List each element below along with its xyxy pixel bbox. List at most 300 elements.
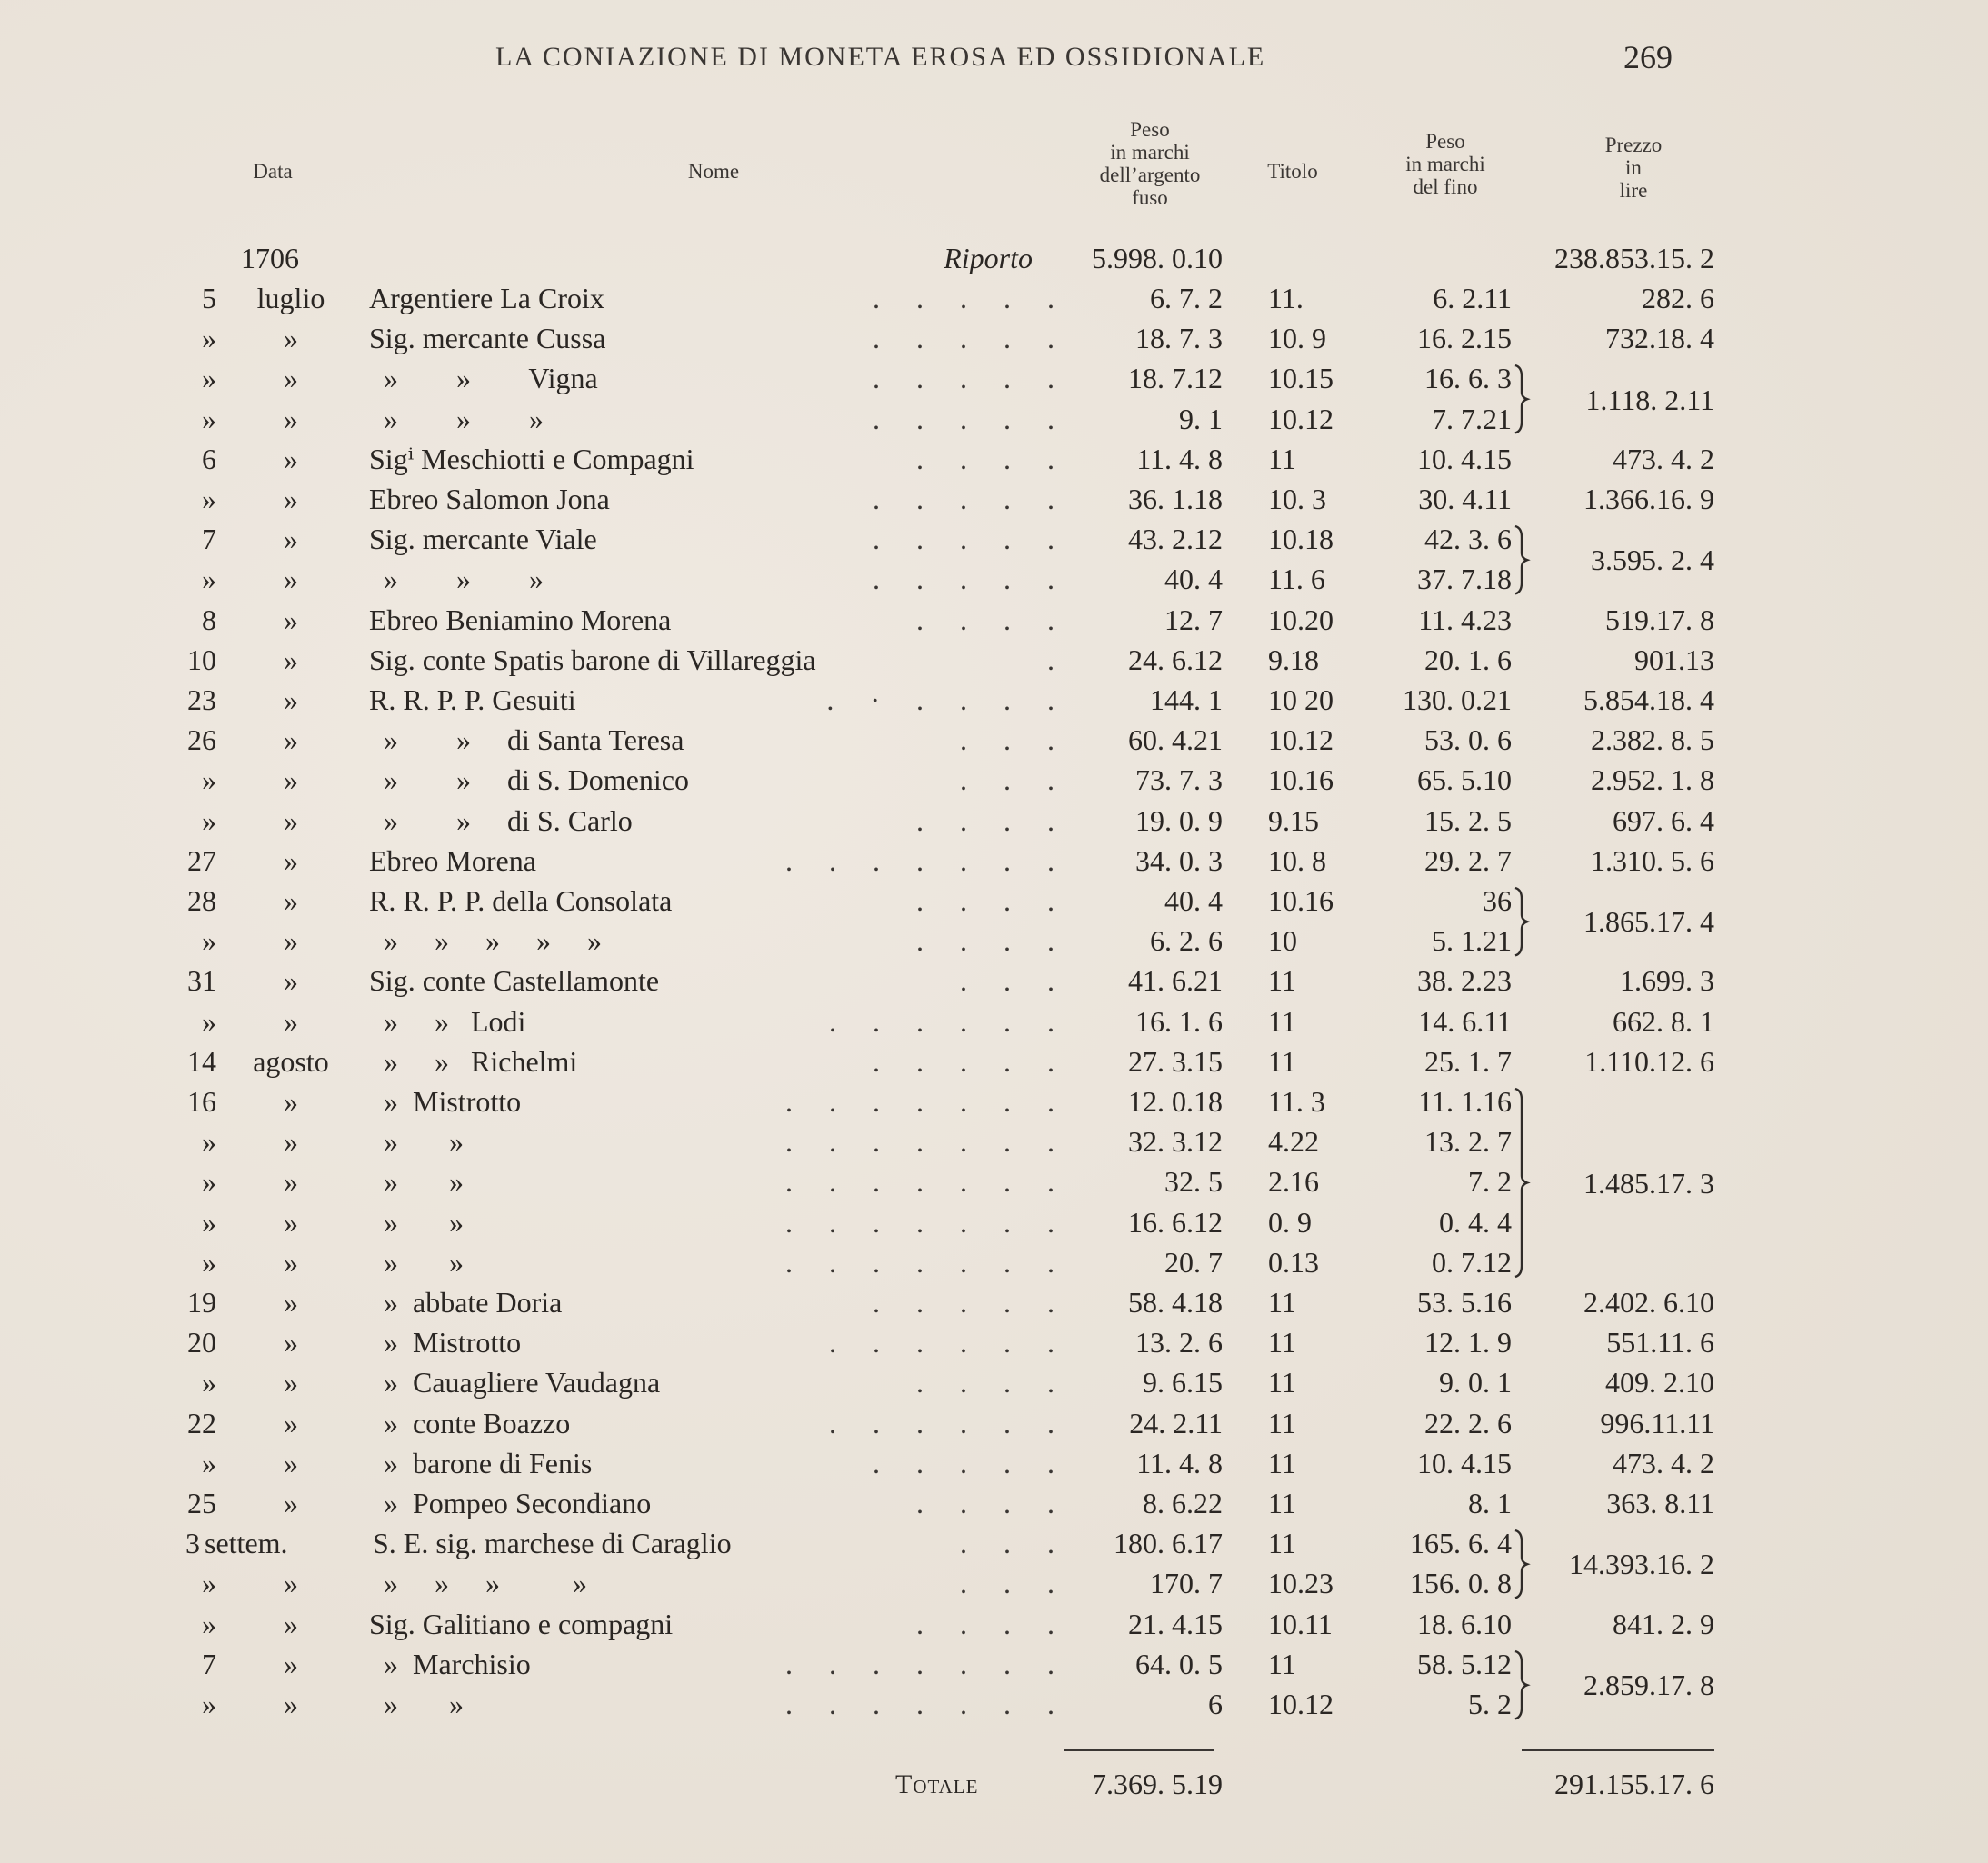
row-day: 3 [185,1527,200,1560]
row-prezzo: 841. 2. 9 [1613,1607,1714,1640]
page-number: 269 [1623,39,1673,75]
table-row [0,1242,1988,1282]
row-name: » conte Boazzo [369,1406,571,1440]
dot-leader: . . . . . . [829,1326,1054,1360]
row-titolo: 11 [1268,1487,1296,1519]
row-peso-fuso: 18. 7. 3 [1135,322,1223,355]
row-month: » [284,723,298,757]
row-month: » [284,964,298,998]
row-titolo: 11 [1268,1044,1296,1078]
dot-leader: . . . . . [873,523,1054,556]
row-name: » » [369,1165,464,1199]
row-titolo: 10 [1268,924,1297,958]
row-name: R. R. P. P. Gesuiti [369,683,576,716]
row-prezzo: 732.18. 4 [1605,322,1714,355]
riporto-prezzo: 238.853.15. 2 [1554,242,1714,274]
dot-leader: . . . . . . . [785,1165,1054,1199]
row-titolo: 11. 3 [1268,1085,1325,1118]
row-day: 8 [202,603,216,636]
col-header-peso-fuso-line: fuso [1132,186,1168,209]
row-month: » [284,803,298,837]
totale-peso-fuso: 7.369. 5.19 [1092,1768,1223,1800]
row-month: » [284,402,298,435]
row-titolo: 11. [1268,282,1304,314]
row-day: 25 [187,1487,216,1519]
row-titolo: 10.16 [1268,763,1334,797]
merged-prezzo: 14.393.16. 2 [1569,1548,1714,1581]
row-month: » [284,1286,298,1319]
row-month: » [284,1085,298,1118]
row-day: » [202,1125,216,1159]
dot-leader: . . . . . [873,402,1054,435]
col-header-prezzo [1583,134,1683,202]
table-row [0,1282,1988,1322]
row-day: » [202,1004,216,1038]
row-name: » » [369,1688,464,1720]
row-month: » [284,1326,298,1360]
merged-prezzo: 1.118. 2.11 [1585,383,1714,416]
table-row [0,439,1988,479]
table-row [0,801,1988,841]
riporto-label: Riporto [944,242,1033,274]
row-name: » » [369,1245,464,1279]
row-peso-fino: 8. 1 [1468,1487,1512,1519]
row-titolo: 10. 8 [1268,843,1326,877]
row-day: 7 [202,523,216,556]
table-row [0,1403,1988,1443]
merged-prezzo: 3.595. 2. 4 [1591,543,1714,577]
row-month: » [284,884,298,917]
row-month: » [284,362,298,395]
table-row [0,1443,1988,1483]
row-titolo: 11 [1268,1446,1296,1479]
row-peso-fuso: 6. 2. 6 [1150,924,1223,958]
row-name: S. E. sig. marchese di Caraglio [373,1527,732,1560]
dot-leader: . . . . . . [829,1406,1054,1440]
row-prezzo: 409. 2.10 [1605,1366,1714,1400]
dot-leader: . . . . . [873,1446,1054,1479]
row-peso-fino: 10. 4.15 [1417,442,1512,475]
row-prezzo: 697. 6. 4 [1613,803,1714,837]
dot-leader: . . . . [916,603,1054,636]
row-name: » Marchisio [369,1647,531,1680]
row-peso-fino: 11. 4.23 [1418,603,1512,636]
row-day: 6 [202,442,216,475]
row-month: » [284,1205,298,1239]
row-titolo: 11. 6 [1268,563,1325,596]
row-month: » [284,643,298,676]
row-peso-fino: 7. 2 [1468,1165,1512,1199]
row-peso-fuso: 170. 7 [1150,1567,1223,1600]
row-name: » Cauagliere Vaudagna [369,1366,661,1400]
row-month: » [284,1165,298,1199]
col-header-nome: Nome [687,160,740,183]
row-month: » [284,563,298,596]
dot-leader: . . . . . . . [785,1647,1054,1680]
row-titolo: 4.22 [1268,1125,1319,1159]
row-titolo: 11 [1268,1286,1296,1319]
row-name: R. R. P. P. della Consolata [369,884,673,917]
row-titolo: 10.12 [1268,402,1334,435]
row-name: Sigⁱ Meschiotti e Compagni [369,442,694,475]
row-day: 14 [187,1044,216,1078]
row-peso-fino: 53. 0. 6 [1424,723,1512,757]
table-row [0,760,1988,800]
row-name: Ebreo Salomon Jona [369,483,610,515]
row-day: 5 [202,282,216,314]
row-name: » » Vigna [369,362,598,395]
row-name: Ebreo Beniamino Morena [369,603,672,636]
row-name: » » » » » [369,924,602,958]
dot-leader: . . . . [916,803,1054,837]
row-peso-fino: 5. 2 [1468,1688,1512,1720]
running-title: LA CONIAZIONE DI MONETA EROSA ED OSSIDIONALE [495,42,1266,72]
dot-leader: . . . [960,723,1054,757]
row-peso-fuso: 21. 4.15 [1128,1607,1223,1640]
row-peso-fino: 30. 4.11 [1418,483,1512,515]
row-month: » [284,924,298,958]
row-month: » [284,1004,298,1038]
row-peso-fino: 16. 6. 3 [1424,362,1512,395]
row-prezzo: 996.11.11 [1600,1406,1714,1440]
row-peso-fuso: 40. 4 [1164,563,1223,596]
row-day: » [202,1567,216,1600]
dot-leader: . . . . . . . [785,1245,1054,1279]
dot-leader: . . . . . [873,1286,1054,1319]
row-name: » » di S. Carlo [369,803,633,837]
row-peso-fino: 156. 0. 8 [1410,1567,1512,1600]
row-titolo: 10.20 [1268,603,1334,636]
dot-leader: . . . . . . . [785,1688,1054,1720]
table-row [0,1483,1988,1523]
merged-prezzo: 1.865.17. 4 [1583,905,1714,939]
row-titolo: 11 [1268,1326,1296,1360]
row-peso-fino: 37. 7.18 [1417,563,1512,596]
row-peso-fino: 42. 3. 6 [1424,523,1512,556]
row-peso-fuso: 144. 1 [1150,683,1223,716]
row-name: » Mistrotto [369,1326,522,1360]
row-peso-fino: 9. 0. 1 [1439,1366,1512,1400]
row-day: 23 [187,683,216,716]
row-name: » » Richelmi [369,1044,578,1078]
row-month: » [284,1688,298,1720]
row-titolo: 11 [1268,1406,1296,1440]
table-row [0,841,1988,881]
row-titolo: 0. 9 [1268,1205,1312,1239]
row-peso-fino: 14. 6.11 [1418,1004,1512,1038]
total-rule-prezzo [1522,1749,1714,1751]
table-row [0,1081,1988,1121]
row-prezzo: 5.854.18. 4 [1583,683,1714,716]
row-peso-fuso: 20. 7 [1164,1245,1223,1279]
row-peso-fino: 0. 4. 4 [1439,1205,1512,1239]
row-day: 22 [187,1406,216,1440]
row-day: » [202,1607,216,1640]
row-peso-fuso: 16. 6.12 [1128,1205,1223,1239]
row-prezzo: 2.952. 1. 8 [1591,763,1714,797]
row-name: » » [369,1125,464,1159]
row-name: » » Lodi [369,1004,526,1038]
table-row [0,1322,1988,1362]
row-titolo: 11 [1268,964,1296,998]
row-name: Argentiere La Croix [369,282,604,314]
row-titolo: 0.13 [1268,1245,1319,1279]
col-header-peso-fino-line: in marchi [1405,153,1485,175]
col-header-peso-fuso-line: dell’argento [1099,164,1201,186]
row-name: Sig. conte Spatis barone di Villareggia [369,643,816,676]
row-titolo: 9.15 [1268,803,1319,837]
dot-leader: . . . . [916,442,1054,475]
row-month: » [284,523,298,556]
row-prezzo: 2.402. 6.10 [1583,1286,1714,1319]
row-day: 26 [187,723,216,757]
table-row [0,680,1988,720]
dot-leader: . . . . . [873,1044,1054,1078]
row-peso-fino: 65. 5.10 [1417,763,1512,797]
row-day: 27 [187,843,216,877]
row-name: » » » » [369,1567,587,1600]
row-day: 19 [187,1286,216,1319]
table-row [0,1202,1988,1242]
row-peso-fino: 6. 2.11 [1433,282,1512,314]
row-month: » [284,1245,298,1279]
table-row [0,1041,1988,1081]
riporto-peso-fuso: 5.998. 0.10 [1092,242,1223,274]
dot-leader: . . . [960,964,1054,998]
row-peso-fuso: 9. 1 [1179,402,1223,435]
dot-leader: . . . . [916,1366,1054,1400]
dot-leader: . . . [960,1527,1054,1560]
row-peso-fuso: 58. 4.18 [1128,1286,1223,1319]
row-titolo: 10. 9 [1268,322,1326,355]
dot-leader: . . . . . [873,483,1054,515]
table-row [0,1604,1988,1644]
row-name: » » di Santa Teresa [369,723,684,757]
riporto-row [0,238,1988,278]
row-prezzo: 1.110.12. 6 [1584,1044,1714,1078]
row-peso-fuso: 6 [1208,1688,1223,1720]
row-titolo: 10.18 [1268,523,1334,556]
table-row [0,1001,1988,1041]
row-peso-fuso: 12. 7 [1164,603,1223,636]
row-month: » [284,1607,298,1640]
col-header-peso-fino [1373,130,1518,198]
row-month: » [284,1125,298,1159]
row-month: luglio [256,282,325,314]
row-prezzo: 2.382. 8. 5 [1591,723,1714,757]
row-titolo: 10 20 [1268,683,1334,716]
row-prezzo: 662. 8. 1 [1613,1004,1714,1038]
row-peso-fuso: 19. 0. 9 [1135,803,1223,837]
col-header-peso-fuso [1068,118,1232,209]
row-peso-fino: 10. 4.15 [1417,1446,1512,1479]
col-header-prezzo-line: in [1625,156,1642,179]
row-peso-fuso: 12. 0.18 [1128,1085,1223,1118]
row-name: » barone di Fenis [369,1446,593,1479]
row-peso-fuso: 11. 4. 8 [1136,442,1223,475]
row-peso-fino: 130. 0.21 [1403,683,1512,716]
dot-leader: . . . . . [873,282,1054,314]
row-prezzo: 1.366.16. 9 [1583,483,1714,515]
row-prezzo: 282. 6 [1642,282,1714,314]
row-name: Ebreo Morena [369,843,536,877]
row-day: 16 [187,1085,216,1118]
row-peso-fuso: 41. 6.21 [1128,964,1223,998]
row-day: » [202,763,216,797]
dot-leader: . . . . . . . [785,843,1054,877]
row-peso-fino: 11. 1.16 [1418,1085,1512,1118]
row-day: 20 [187,1326,216,1360]
row-name: Sig. Galitiano e compagni [369,1607,674,1640]
row-month: » [284,683,298,716]
row-prezzo: 473. 4. 2 [1613,1446,1714,1479]
row-prezzo: 363. 8.11 [1606,1487,1714,1519]
row-day: » [202,1245,216,1279]
row-peso-fuso: 11. 4. 8 [1136,1446,1223,1479]
row-peso-fuso: 34. 0. 3 [1135,843,1223,877]
row-peso-fuso: 60. 4.21 [1128,723,1223,757]
row-peso-fuso: 9. 6.15 [1143,1366,1223,1400]
row-day: 10 [187,643,216,676]
totale-prezzo: 291.155.17. 6 [1554,1768,1714,1800]
col-header-titolo: Titolo [1267,160,1318,183]
row-month: » [284,1446,298,1479]
row-peso-fuso: 40. 4 [1164,884,1223,917]
row-peso-fino: 20. 1. 6 [1424,643,1512,676]
row-month: » [284,483,298,515]
row-peso-fino: 5. 1.21 [1432,924,1512,958]
row-peso-fuso: 8. 6.22 [1143,1487,1223,1519]
merged-prezzo: 2.859.17. 8 [1583,1669,1714,1701]
row-month: » [284,442,298,475]
dot-leader: . . . . [916,924,1054,958]
row-name: » abbate Doria [369,1286,563,1319]
row-month: » [284,763,298,797]
dot-leader: . . . . [916,884,1054,917]
table-row [0,961,1988,1001]
row-name: » Mistrotto [369,1085,522,1118]
row-name: » Pompeo Secondiano [369,1487,652,1519]
year: 1706 [241,242,299,274]
table-row [0,640,1988,680]
row-titolo: 11 [1268,1004,1296,1038]
dot-leader: . . . . . [873,563,1054,596]
row-titolo: 10. 3 [1268,483,1326,515]
row-titolo: 10.15 [1268,362,1334,395]
row-titolo: 2.16 [1268,1165,1319,1199]
row-day: » [202,563,216,596]
row-peso-fino: 18. 6.10 [1417,1607,1512,1640]
col-header-prezzo-line: Prezzo [1604,134,1663,156]
row-peso-fino: 13. 2. 7 [1424,1125,1512,1159]
row-month: » [284,1406,298,1440]
dot-leader: . . . [960,1567,1054,1600]
row-peso-fuso: 13. 2. 6 [1135,1326,1223,1360]
row-month: settem. [205,1527,288,1560]
table-row [0,600,1988,640]
merged-prezzo: 1.485.17. 3 [1583,1166,1714,1200]
total-rule-peso [1064,1749,1214,1751]
row-month: » [284,1487,298,1519]
table-row [0,278,1988,318]
row-titolo: 10.12 [1268,723,1334,757]
row-prezzo: 473. 4. 2 [1613,442,1714,475]
row-peso-fuso: 6. 7. 2 [1150,282,1223,314]
row-day: » [202,1446,216,1479]
row-titolo: 10.23 [1268,1567,1334,1600]
row-peso-fuso: 64. 0. 5 [1135,1647,1223,1680]
table-row [0,720,1988,760]
table-row [0,479,1988,519]
table-row [0,318,1988,358]
row-peso-fuso: 180. 6.17 [1114,1527,1223,1560]
row-titolo: 11 [1268,1647,1296,1680]
col-header-peso-fino-line: del fino [1413,175,1478,198]
row-peso-fino: 29. 2. 7 [1424,843,1512,877]
dot-leader: . [1047,643,1054,676]
row-peso-fino: 7. 7.21 [1432,402,1512,435]
dot-leader: . . . . . [873,362,1054,395]
row-peso-fuso: 24. 6.12 [1128,643,1223,676]
row-month: » [284,1647,298,1680]
row-day: » [202,1205,216,1239]
row-peso-fuso: 18. 7.12 [1128,362,1223,395]
row-day: 7 [202,1647,216,1680]
row-titolo: 9.18 [1268,643,1319,676]
row-prezzo: 1.310. 5. 6 [1591,843,1714,877]
row-month: » [284,1567,298,1600]
dot-leader: . . . . . . . [785,1205,1054,1239]
row-day: » [202,803,216,837]
row-name: Sig. conte Castellamonte [369,964,660,998]
row-day: » [202,362,216,395]
row-month: » [284,1366,298,1400]
row-prezzo: 1.699. 3 [1620,964,1714,998]
totale-label: Totale [895,1769,979,1799]
row-peso-fuso: 43. 2.12 [1128,523,1223,556]
row-name: » » di S. Domenico [369,763,689,797]
row-day: » [202,1366,216,1400]
row-day: » [202,322,216,355]
row-prezzo: 551.11. 6 [1606,1326,1714,1360]
col-header-peso-fino-line: Peso [1425,130,1465,153]
row-peso-fino: 38. 2.23 [1417,964,1512,998]
dot-leader: . · . . . . [826,683,1054,716]
col-header-peso-fuso-line: in marchi [1110,141,1190,164]
row-peso-fino: 25. 1. 7 [1424,1044,1512,1078]
row-name: » » [369,1205,464,1239]
row-peso-fuso: 16. 1. 6 [1135,1004,1223,1038]
col-header-peso-fuso-line: Peso [1130,118,1170,141]
row-peso-fuso: 73. 7. 3 [1135,763,1223,797]
row-peso-fino: 58. 5.12 [1417,1647,1512,1680]
row-month: » [284,322,298,355]
dot-leader: . . . [960,763,1054,797]
row-month: agosto [253,1044,329,1078]
row-day: » [202,1165,216,1199]
row-peso-fino: 53. 5.16 [1417,1286,1512,1319]
row-month: » [284,603,298,636]
row-day: » [202,402,216,435]
row-peso-fino: 0. 7.12 [1432,1245,1512,1279]
row-titolo: 10.16 [1268,884,1334,917]
row-prezzo: 901.13 [1634,643,1714,676]
row-peso-fino: 16. 2.15 [1417,322,1512,355]
row-titolo: 10.11 [1268,1607,1333,1640]
row-titolo: 11 [1268,1366,1296,1400]
row-day: 28 [187,884,216,917]
dot-leader: . . . . . . . [785,1085,1054,1118]
